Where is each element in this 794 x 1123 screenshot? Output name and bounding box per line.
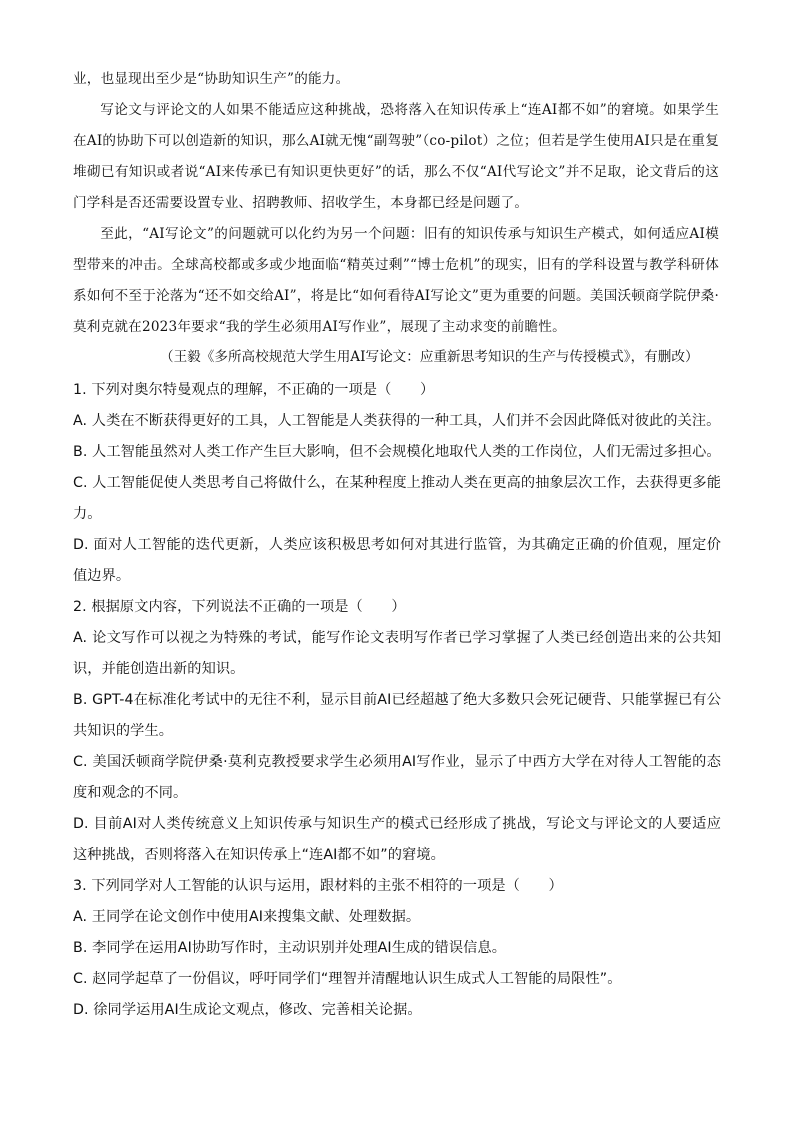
passage-paragraph: 写论文与评论文的人如果不能适应这种挑战，恐将落入在知识传承上“连AI都不如”的窘境。如果学生在AI的协助下可以创造新的知识，那么AI就无愧“副驾驶”（co-pilot）之位；但若是学生使用AI只是在重复堆砌已有知识或者说“AI来传承已有知识更快更好”的话，那么不仅“AI代写论文”并不足取，论文背后的这门学科是否还需要设置专业、招聘教师、招收学生，本身都已经是问题了。 bbox=[73, 102, 719, 211]
answer-option: A. 论文写作可以视之为特殊的考试，能写作论文表明写作者已学习掌握了人类已经创造出来的公共知识，并能创造出新的知识。 bbox=[73, 630, 721, 677]
passage-source-citation: （王毅《多所高校规范大学生用AI写论文：应重新思考知识的生产与传授模式》，有删改） bbox=[160, 349, 699, 365]
reading-passage bbox=[73, 64, 719, 343]
answer-option: D. 面对人工智能的迭代更新，人类应该积极思考如何对其进行监管，为其确定正确的价值观，厘定价值边界。 bbox=[73, 537, 721, 584]
answer-option: B. 李同学在运用AI协助写作时，主动识别并处理AI生成的错误信息。 bbox=[73, 940, 506, 956]
passage-paragraph: 业，也显现出至少是“协助知识生产”的能力。 bbox=[73, 71, 350, 87]
question-stem: 3. 下列同学对人工智能的认识与运用，跟材料的主张不相符的一项是（ ） bbox=[73, 878, 563, 894]
answer-option: B. 人工智能虽然对人类工作产生巨大影响，但不会规模化地取代人类的工作岗位，人们无需过多担心。 bbox=[73, 444, 721, 460]
answer-option: D. 目前AI对人类传统意义上知识传承与知识生产的模式已经形成了挑战，写论文与评论文的人要适应这种挑战，否则将落入在知识传承上“连AI都不如”的窘境。 bbox=[73, 816, 721, 863]
question-stem: 1. 下列对奥尔特曼观点的理解，不正确的一项是（ ） bbox=[73, 382, 435, 398]
answer-option: C. 美国沃顿商学院伊桑·莫利克教授要求学生必须用AI写作业，显示了中西方大学在对待人工智能的态度和观念的不同。 bbox=[73, 754, 721, 801]
passage-paragraph: 至此，“AI写论文”的问题就可以化约为另一个问题：旧有的知识传承与知识生产模式，如何适应AI模型带来的冲击。全球高校都或多或少地面临“精英过剩”“博士危机”的现实，旧有的学科设置与教学科研体系如何不至于沦落为“还不如交给AI”，将是比“如何看待AI写论文”更为重要的问题。美国沃顿商学院伊桑·莫利克就在2023年要求“我的学生必须用AI写作业”，展现了主动求变的前瞻性。 bbox=[73, 226, 719, 335]
answer-option: C. 赵同学起草了一份倡议，呼吁同学们“理智并清醒地认识生成式人工智能的局限性”。 bbox=[73, 971, 622, 987]
question-stem: 2. 根据原文内容，下列说法不正确的一项是（ ） bbox=[73, 599, 406, 615]
answer-option: D. 徐同学运用AI生成论文观点，修改、完善相关论据。 bbox=[73, 1002, 422, 1018]
answer-option: C. 人工智能促使人类思考自己将做什么，在某种程度上推动人类在更高的抽象层次工作，去获得更多能力。 bbox=[73, 475, 721, 522]
answer-option: B. GPT-4在标准化考试中的无往不利，显示目前AI已经超越了绝大多数只会死记硬背、只能掌握已有公共知识的学生。 bbox=[73, 692, 721, 739]
question-list bbox=[73, 375, 721, 1026]
answer-option: A. 人类在不断获得更好的工具，人工智能是人类获得的一种工具，人们并不会因此降低对彼此的关注。 bbox=[73, 413, 721, 429]
answer-option: A. 王同学在论文创作中使用AI来搜集文献、处理数据。 bbox=[73, 909, 421, 925]
